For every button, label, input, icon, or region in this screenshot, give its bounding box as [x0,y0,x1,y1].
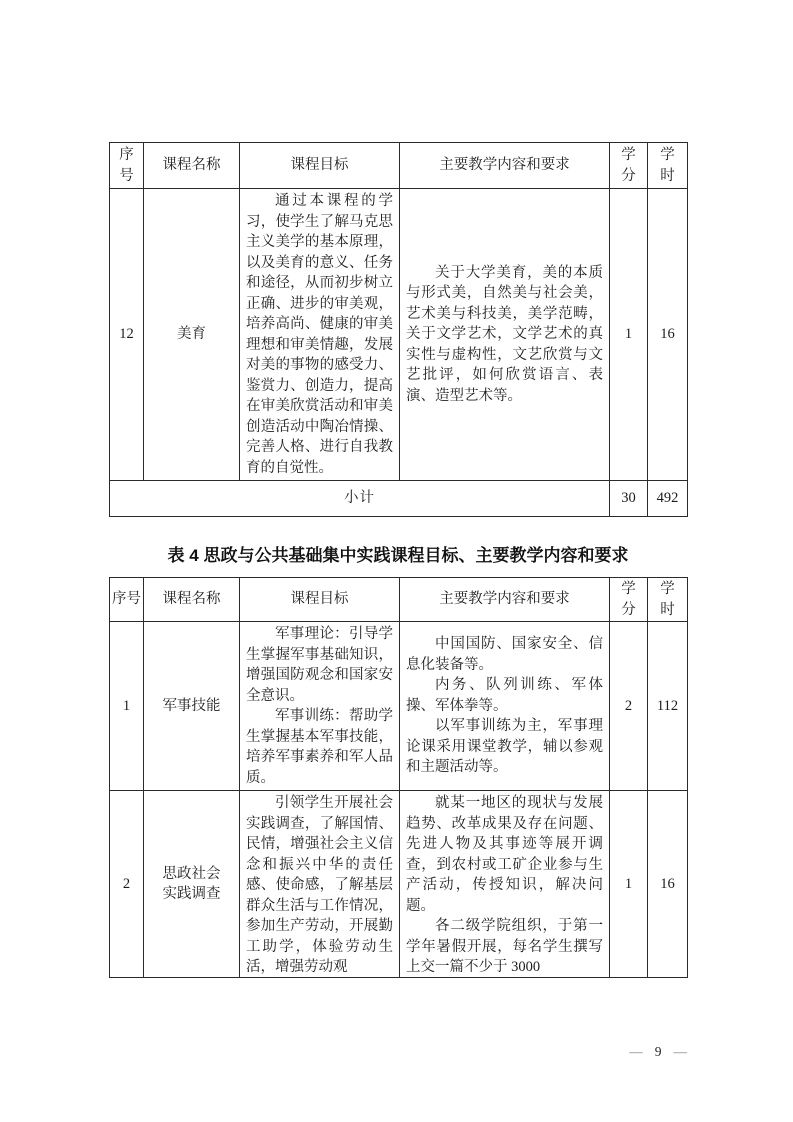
page-footer [109,1044,687,1060]
subtotal-credits: 30 [610,481,648,517]
subtotal-hours: 492 [648,481,688,517]
page-number: 9 [654,1044,662,1059]
col-header-credits-label: 学分 [621,147,636,184]
cell-credits: 2 [610,622,648,791]
col-header-content: 主要教学内容和要求 [400,578,610,622]
cell-index: 2 [110,791,144,978]
col-header-course-name: 课程名称 [144,578,240,622]
cell-hours: 16 [648,791,688,978]
paragraph: 军事训练：帮助学生掌握基本军事技能，培养军事素养和军人品质。 [246,708,393,786]
course-content-text [406,634,603,778]
cell-credits: 1 [610,791,648,978]
table1-header-row [110,143,688,189]
col-header-content: 主要教学内容和要求 [400,143,610,189]
cell-credits: 1 [610,189,648,481]
col-header-credits [610,143,648,189]
course-content-text [406,263,603,407]
col-header-course-name: 课程名称 [144,143,240,189]
subtotal-row [110,481,688,517]
paragraph: 以军事训练为主，军事理论课采用课堂教学，辅以参观和主题活动等。 [406,718,603,776]
table-row-military-skills [110,622,688,791]
table-row-meiyu [110,189,688,481]
cell-course-content [400,189,610,481]
paragraph: 引领学生开展社会实践调查，了解国情、民情，增强社会主义信念和振兴中华的责任感、使命感，了解基层群众生活与工作情况，参加生产劳动，开展勤工助学，体验劳动生活，增强劳动观 [246,795,393,975]
cell-course-name: 思政社会实践调查 [144,791,240,978]
col-header-course-goal: 课程目标 [240,143,400,189]
col-header-credits [610,578,648,622]
col-header-hours-label: 学时 [660,147,675,184]
paragraph: 关于大学美育，美的本质与形式美，自然美与社会美，艺术美与科技美，美学范畴，关于文学艺术，文学艺术的真实性与虚构性，文艺欣赏与文艺批评，如何欣赏语言、表演、造型艺术等。 [406,264,603,404]
paragraph: 通过本课程的学习，使学生了解马克思主义美学的基本原理，以及美育的意义、任务和途径，从而初步树立正确、进步的审美观，培养高尚、健康的审美理想和审美情趣，发展对美的事物的感受力、鉴赏力、创造力，提高在审美欣赏活动和审美创造活动中陶冶情操、完善人格、进行自我教育的自觉性。 [246,193,393,476]
public-basic-courses-table [109,142,688,517]
paragraph: 中国国防、国家安全、信息化装备等。 [406,636,603,673]
cell-hours: 112 [648,622,688,791]
course-goal-text [246,793,393,975]
paragraph: 军事理论：引导学生掌握军事基础知识，增强国防观念和国家安全意识。 [246,626,393,704]
course-goal-text [246,191,393,478]
col-header-index [110,143,144,189]
table4-title: 表 4 思政与公共基础集中实践课程目标、主要教学内容和要求 [167,546,629,565]
footer-dash-left: — [629,1044,643,1059]
col-header-credits-label: 学分 [621,581,636,618]
paragraph: 各二级学院组织，于第一学年暑假开展，每名学生撰写上交一篇不少于 3000 [406,918,603,975]
course-content-text [406,793,603,975]
cell-course-name: 美育 [144,189,240,481]
col-header-hours-label: 学时 [660,581,675,618]
col-header-hours [648,578,688,622]
cell-hours: 16 [648,189,688,481]
cell-course-goal [240,189,400,481]
cell-index: 12 [110,189,144,481]
practice-courses-table [109,577,688,978]
table-row-social-practice-survey [110,791,688,978]
paragraph: 就某一地区的现状与发展趋势、改革成果及存在问题、先进人物及其事迹等展开调查，到农村或工矿企业参与生产活动，传授知识，解决问题。 [406,795,603,914]
col-header-index: 序号 [110,578,144,622]
cell-index: 1 [110,622,144,791]
subtotal-label: 小计 [110,481,610,517]
col-header-course-goal: 课程目标 [240,578,400,622]
cell-course-content [400,791,610,978]
paragraph: 内务、队列训练、军体操、军体拳等。 [406,677,603,714]
cell-course-content [400,622,610,791]
cell-course-name: 军事技能 [144,622,240,791]
col-header-hours [648,143,688,189]
col-header-index-label: 序号 [119,147,134,184]
cell-course-goal [240,622,400,791]
table2-header-row [110,578,688,622]
course-goal-text [246,624,393,788]
cell-course-goal [240,791,400,978]
footer-dash-right: — [673,1044,687,1059]
